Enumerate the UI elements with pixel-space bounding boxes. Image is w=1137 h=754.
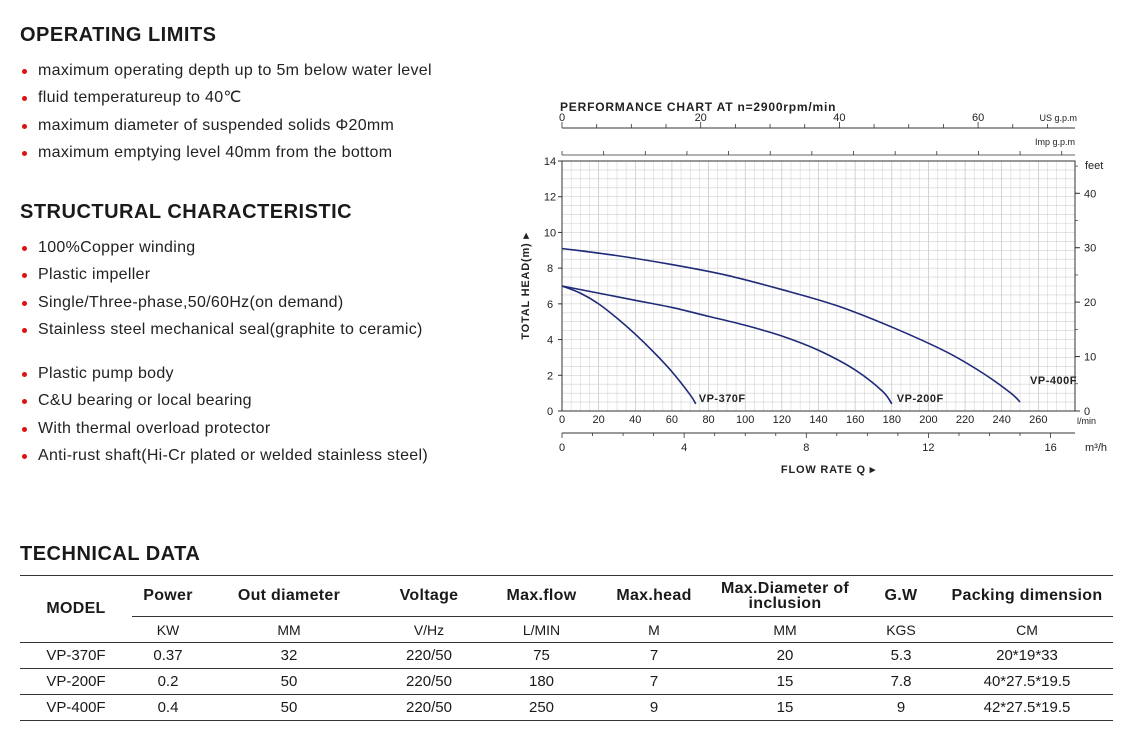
unit-cell: KW: [132, 617, 204, 643]
table-cell: 20: [709, 643, 861, 669]
operating-limits-title: OPERATING LIMITS: [20, 24, 217, 46]
x-axis-tick-label: 60: [665, 414, 679, 426]
m3h-axis-tick-label: 8: [803, 442, 810, 454]
m3h-axis-tick-label: 0: [558, 442, 566, 454]
right-axis-tick-label: 20: [1084, 297, 1097, 310]
column-header: Packing dimension: [941, 576, 1113, 617]
bullet-icon: [22, 454, 27, 459]
m3h-axis-tick-label: 16: [1044, 442, 1057, 454]
y-axis-tick-label: 14: [543, 156, 557, 168]
table-cell: 7: [599, 643, 709, 669]
table-cell: 75: [484, 643, 599, 669]
x-axis-tick-label: 20: [592, 414, 605, 426]
y-axis-tick-label: 8: [546, 263, 554, 276]
structural-list-2: [22, 360, 428, 469]
table-header-row: [20, 576, 1113, 617]
unit-cell: KGS: [861, 617, 941, 643]
table-row: [20, 643, 1113, 669]
table-cell: 0.4: [132, 695, 204, 721]
list-item: Anti-rust shaft(Hi-Cr plated or welded stainless steel): [22, 442, 428, 469]
x-axis-tick-label: 100: [736, 414, 755, 426]
column-header: Voltage: [374, 576, 484, 617]
x-axis-tick-label: 200: [919, 414, 938, 426]
bullet-icon: [22, 96, 27, 101]
table-row: [20, 669, 1113, 695]
y-axis-label: TOTAL HEAD(m) ▸: [520, 232, 532, 340]
table-cell: 5.3: [861, 643, 941, 669]
column-header: Max.Diameter of inclusion: [709, 576, 861, 617]
chart-title: PERFORMANCE CHART AT n=2900rpm/min: [560, 100, 837, 114]
table-cell: 220/50: [374, 695, 484, 721]
list-item: Plastic pump body: [22, 360, 428, 387]
list-item: C&U bearing or local bearing: [22, 387, 428, 414]
unit-cell: V/Hz: [374, 617, 484, 643]
table-cell: 220/50: [374, 643, 484, 669]
y-axis-tick-label: 4: [546, 334, 554, 347]
list-item: maximum diameter of suspended solids Φ20mm: [22, 112, 432, 139]
list-item: maximum operating depth up to 5m below water level: [22, 57, 432, 84]
unit-cell: L/MIN: [484, 617, 599, 643]
table-cell: 15: [709, 669, 861, 695]
table-cell: 32: [204, 643, 374, 669]
unit-cell: MM: [709, 617, 861, 643]
x-axis-tick-label: 80: [702, 414, 715, 426]
column-header: Power: [132, 576, 204, 617]
bullet-icon: [22, 328, 27, 333]
table-cell: 180: [484, 669, 599, 695]
unit-cell: MM: [204, 617, 374, 643]
x-axis-tick-label: 220: [955, 414, 975, 426]
list-item: Stainless steel mechanical seal(graphite to ceramic): [22, 316, 423, 343]
table-cell: 50: [204, 669, 374, 695]
unit-cell: M: [599, 617, 709, 643]
y-axis-tick-label: 2: [546, 370, 554, 383]
table-cell: 50: [204, 695, 374, 721]
top-axis-tick-label: 20: [694, 112, 707, 124]
top-axis-tick-label: 60: [971, 112, 985, 124]
curve-label-vp-400f: VP-400F: [1030, 375, 1077, 388]
x-axis-unit: l/min: [1077, 416, 1097, 426]
right-axis-tick-label: 40: [1084, 188, 1097, 201]
curve-label-vp-370f: VP-370F: [698, 392, 746, 405]
list-item: 100%Copper winding: [22, 234, 423, 261]
table-cell: 220/50: [374, 669, 484, 695]
bullet-icon: [22, 69, 27, 74]
top-axis-unit: US g.p.m: [1039, 113, 1077, 123]
right-axis-tick-label: 0: [1084, 406, 1091, 418]
bullet-icon: [22, 399, 27, 404]
top-axis-tick-label: 0: [558, 112, 566, 124]
list-item: fluid temperatureup to 40℃: [22, 84, 432, 111]
x-axis-tick-label: 240: [992, 414, 1011, 426]
table-cell: 20*19*33: [941, 643, 1113, 669]
x-axis-label: FLOW RATE Q ▸: [780, 464, 877, 476]
table-cell: 0.37: [132, 643, 204, 669]
list-item: With thermal overload protector: [22, 415, 428, 442]
performance-chart: [515, 95, 1115, 495]
table-cell: 42*27.5*19.5: [941, 695, 1113, 721]
right-axis-tick-label: 10: [1084, 351, 1097, 364]
y-axis-tick-label: 6: [546, 298, 554, 311]
right-axis-unit: feet: [1085, 160, 1104, 172]
x-axis-tick-label: 140: [809, 414, 828, 426]
list-item: maximum emptying level 40mm from the bottom: [22, 139, 432, 166]
x-axis-tick-label: 120: [772, 414, 792, 426]
bullet-icon: [22, 246, 27, 251]
curve-label-vp-200f: VP-200F: [896, 392, 944, 405]
column-header: Max.flow: [484, 576, 599, 617]
list-item: Single/Three-phase,50/60Hz(on demand): [22, 289, 423, 316]
y-axis-tick-label: 12: [543, 191, 557, 204]
table-row: [20, 695, 1113, 721]
m3h-axis-unit: m³/h: [1085, 442, 1107, 454]
column-header: Out diameter: [204, 576, 374, 617]
top-axis-tick-label: 40: [833, 112, 846, 124]
table-cell: 15: [709, 695, 861, 721]
table-units-row: [20, 617, 1113, 643]
bullet-icon: [22, 427, 27, 432]
bullet-icon: [22, 372, 27, 377]
x-axis-tick-label: 260: [1029, 414, 1048, 426]
m3h-axis-tick-label: 4: [681, 442, 688, 454]
table-cell: VP-400F: [20, 695, 132, 721]
right-axis-tick-label: 30: [1084, 242, 1097, 255]
operating-limits-list: [22, 57, 432, 166]
y-axis-tick-label: 0: [546, 406, 554, 418]
bullet-icon: [22, 124, 27, 129]
table-cell: 9: [861, 695, 941, 721]
column-header: Max.head: [599, 576, 709, 617]
table-cell: VP-200F: [20, 669, 132, 695]
bullet-icon: [22, 273, 27, 278]
structural-list-1: [22, 234, 423, 343]
x-axis-tick-label: 180: [882, 414, 901, 426]
column-header: G.W: [861, 576, 941, 617]
table-cell: 250: [484, 695, 599, 721]
list-item: Plastic impeller: [22, 261, 423, 288]
x-axis-tick-label: 40: [629, 414, 642, 426]
model-header: MODEL: [20, 576, 132, 643]
structural-title: STRUCTURAL CHARACTERISTIC: [20, 201, 353, 223]
imp-axis-unit: Imp g.p.m: [1034, 137, 1075, 147]
table-cell: VP-370F: [20, 643, 132, 669]
bullet-icon: [22, 151, 27, 156]
y-axis-tick-label: 10: [543, 227, 557, 240]
table-cell: 40*27.5*19.5: [941, 669, 1113, 695]
m3h-axis-tick-label: 12: [922, 442, 935, 454]
unit-cell: CM: [941, 617, 1113, 643]
table-cell: 7: [599, 669, 709, 695]
table-cell: 7.8: [861, 669, 941, 695]
bullet-icon: [22, 301, 27, 306]
x-axis-tick-label: 160: [845, 414, 865, 426]
table-cell: 0.2: [132, 669, 204, 695]
table-cell: 9: [599, 695, 709, 721]
x-axis-tick-label: 0: [558, 414, 566, 426]
technical-table: [20, 575, 1113, 721]
technical-data-title: TECHNICAL DATA: [20, 543, 201, 565]
